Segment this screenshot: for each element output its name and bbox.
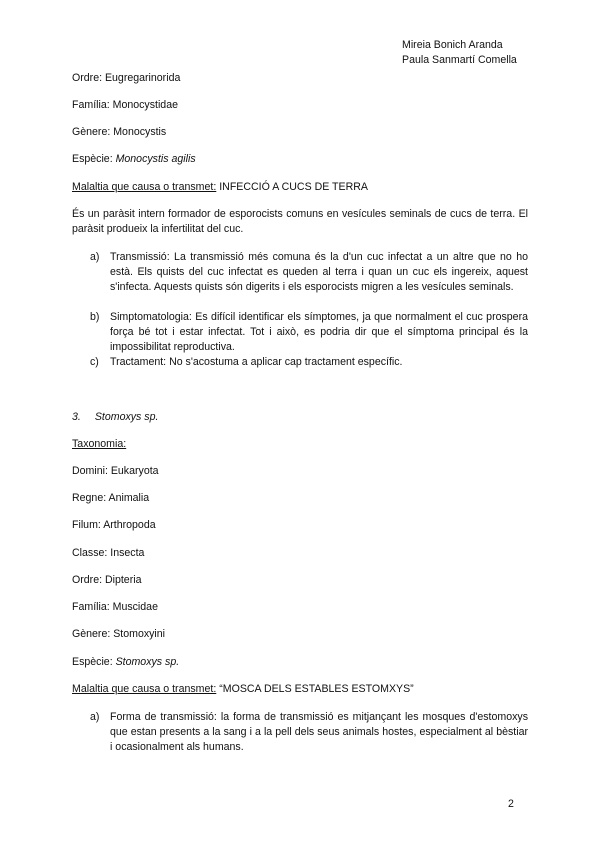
tax1-especie — [72, 152, 196, 167]
tax1-familia: Família: Monocystidae — [72, 99, 178, 111]
header-author-1: Mireia Bonich Aranda — [402, 39, 503, 51]
list-item-text: Transmissió: La transmissió més comuna és la d'un cuc infectat a un altre que no ho està. Els quists del cuc infectat es queden al terra i quan un cuc els ingereix, aquest s'infecta. Aquests quists són digerits i els esporocists migren a les vesícules seminals. — [110, 251, 528, 293]
list-marker: c) — [90, 356, 99, 368]
tax2-especie-value: Stomoxys sp. — [115, 656, 180, 668]
tax2-regne: Regne: Animalia — [72, 492, 150, 504]
tax1-especie-value: Monocystis agilis — [115, 153, 196, 165]
section-3-number: 3. — [72, 411, 81, 423]
tax2-especie — [72, 655, 179, 670]
disease1-label: Malaltia que causa o transmet: — [72, 181, 217, 193]
list-marker: a) — [90, 711, 100, 723]
tax2-classe: Classe: Insecta — [72, 547, 145, 559]
header-author-2: Paula Sanmartí Comella — [402, 54, 517, 66]
disease2-item-a — [90, 710, 528, 755]
disease1-description: És un paràsit intern formador de esporocists comuns en vesícules seminals de cucs de terra. El paràsit produeix la infertilitat del cuc. — [72, 208, 528, 235]
disease2-label: Malaltia que causa o transmet: — [72, 683, 217, 695]
tax1-genere: Gènere: Monocystis — [72, 126, 167, 138]
tax2-genere: Gènere: Stomoxyini — [72, 628, 166, 640]
tax2-filum: Filum: Arthropoda — [72, 519, 156, 531]
tax2-domini: Domini: Eukaryota — [72, 465, 159, 477]
disease2-line — [72, 682, 414, 697]
tax2-ordre: Ordre: Dipteria — [72, 574, 142, 586]
tax1-especie-label: Espècie: — [72, 153, 116, 165]
disease2-value: “MOSCA DELS ESTABLES ESTOMXYS” — [216, 683, 414, 695]
tax2-familia: Família: Muscidae — [72, 601, 158, 613]
disease1-item-a — [90, 250, 528, 295]
section-3-heading — [72, 410, 158, 425]
list-item-text: Tractament: No s'acostuma a aplicar cap tractament específic. — [110, 356, 403, 368]
tax2-especie-label: Espècie: — [72, 656, 116, 668]
tax1-ordre: Ordre: Eugregarinorida — [72, 72, 181, 84]
taxonomy-heading: Taxonomia: — [72, 438, 127, 450]
list-marker: a) — [90, 251, 100, 263]
disease1-value: INFECCIÓ A CUCS DE TERRA — [216, 181, 368, 193]
page-number: 2 — [508, 798, 514, 810]
page-header — [402, 38, 517, 68]
list-marker: b) — [90, 311, 100, 323]
list-item-text: Simptomatologia: Es difícil identificar els símptomes, ja que normalment el cuc prospera força bé tot i estar infectat. Tot i això, es podria dir que el símptoma principal és la impossibilitat reproductiva. — [110, 311, 528, 353]
section-3-title: Stomoxys sp. — [94, 411, 159, 423]
list-item-text: Forma de transmissió: la forma de transmissió es mitjançant les mosques d'estomoxys que estan presents a la sang i a la pell dels seus animals hostes, especialment al bèstiar i ocasionalment als humans. — [110, 711, 528, 753]
disease1-item-c — [90, 355, 528, 370]
disease1-line — [72, 180, 368, 195]
disease1-item-b — [90, 310, 528, 355]
